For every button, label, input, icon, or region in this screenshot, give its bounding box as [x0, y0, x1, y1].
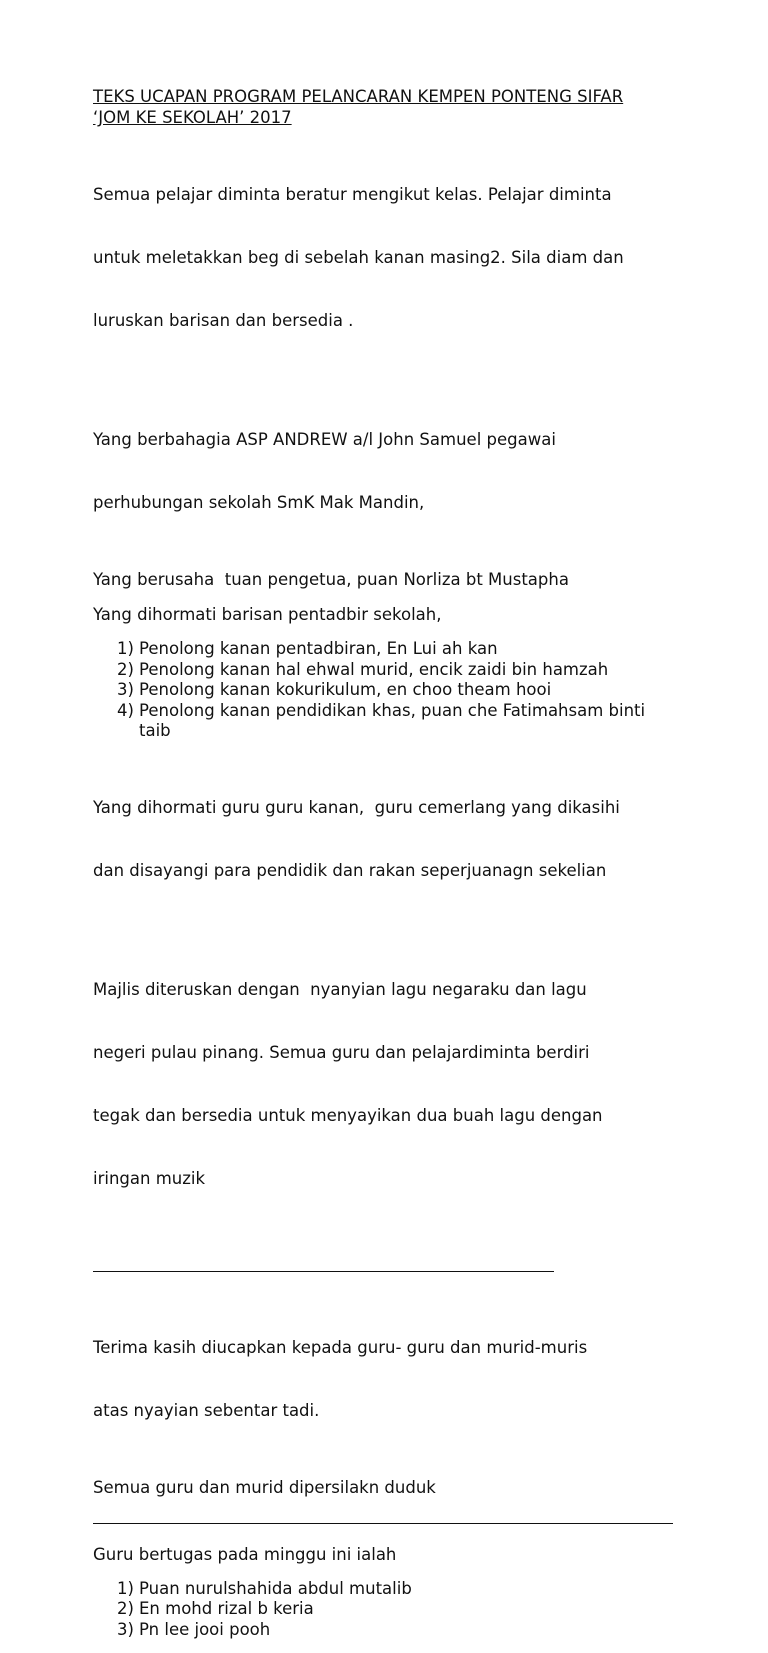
- paragraph-line: perhubungan sekolah SmK Mak Mandin,: [93, 493, 425, 512]
- list-item: [93, 1579, 693, 1600]
- list-number: 3): [117, 680, 134, 699]
- paragraph-thanks: [93, 1295, 693, 1463]
- list-item: [93, 1599, 693, 1620]
- list-text: Penolong kanan hal ehwal murid, encik zaidi bin hamzah: [139, 659, 609, 679]
- list-item: [93, 639, 693, 660]
- list-item: [93, 680, 693, 701]
- list-item: [93, 1620, 693, 1641]
- paragraph-line: tegak dan bersedia untuk menyayikan dua buah lagu dengan: [93, 1105, 603, 1125]
- list-text: En mohd rizal b keria: [139, 1599, 314, 1618]
- list-text: Penolong kanan pentadbiran, En Lui ah kan: [139, 639, 498, 658]
- document-title: [93, 86, 693, 128]
- paragraph-line: Semua pelajar diminta beratur mengikut kelas. Pelajar diminta: [93, 185, 612, 204]
- admin-list: [93, 639, 693, 742]
- paragraph-line: Yang dihormati guru guru kanan, guru cemerlang yang dikasihi: [93, 797, 620, 817]
- list-text: Penolong kanan pendidikan khas, puan che Fatimahsam binti taib: [139, 700, 646, 740]
- divider-line: [93, 1271, 554, 1272]
- paragraph-anthem: [93, 937, 693, 1231]
- list-text: Puan nurulshahida abdul mutalib: [139, 1578, 412, 1598]
- list-number: 1): [117, 639, 134, 658]
- paragraph-greeting-principal: Yang berusaha tuan pengetua, puan Norliza bt Mustapha: [93, 570, 569, 589]
- paragraph-line: Yang berbahagia ASP ANDREW a/l John Samuel pegawai: [93, 430, 556, 449]
- list-number: 2): [117, 659, 134, 679]
- list-number: 2): [117, 1599, 134, 1618]
- paragraph-greeting-teachers: [93, 755, 693, 923]
- paragraph-line: untuk meletakkan beg di sebelah kanan masing2. Sila diam dan: [93, 248, 624, 267]
- divider-line: [93, 1523, 673, 1524]
- duty-list: [93, 1579, 693, 1641]
- paragraph-greeting-admins: Yang dihormati barisan pentadbir sekolah,: [93, 605, 442, 624]
- list-text: Penolong kanan kokurikulum, en choo theam hooi: [139, 680, 552, 699]
- paragraph-duty-teachers: Guru bertugas pada minggu ini ialah: [93, 1544, 397, 1564]
- paragraph-line: dan disayangi para pendidik dan rakan seperjuanagn sekelian: [93, 860, 607, 880]
- paragraph-line: Majlis diteruskan dengan nyanyian lagu negaraku dan lagu: [93, 979, 587, 999]
- paragraph-instructions: [93, 142, 693, 373]
- paragraph-line: atas nyayian sebentar tadi.: [93, 1400, 320, 1420]
- paragraph-line: luruskan barisan dan bersedia .: [93, 311, 354, 330]
- document-page: [93, 86, 693, 1653]
- paragraph-sit-down: Semua guru dan murid dipersilakn duduk: [93, 1477, 436, 1497]
- list-text: Pn lee jooi pooh: [139, 1619, 271, 1639]
- title-line-1: TEKS UCAPAN PROGRAM PELANCARAN KEMPEN PONTENG SIFAR: [93, 87, 624, 106]
- list-item: [93, 660, 693, 681]
- paragraph-greeting-asp: [93, 387, 693, 555]
- paragraph-line: iringan muzik: [93, 1168, 206, 1188]
- paragraph-line: negeri pulau pinang. Semua guru dan pelajardiminta berdiri: [93, 1042, 590, 1062]
- list-number: 4): [117, 700, 134, 720]
- list-number: 1): [117, 1578, 134, 1598]
- list-number: 3): [117, 1619, 134, 1639]
- title-line-2: ‘JOM KE SEKOLAH’ 2017: [93, 108, 292, 127]
- paragraph-line: Terima kasih diucapkan kepada guru- guru dan murid-muris: [93, 1337, 588, 1357]
- list-item: [93, 701, 659, 742]
